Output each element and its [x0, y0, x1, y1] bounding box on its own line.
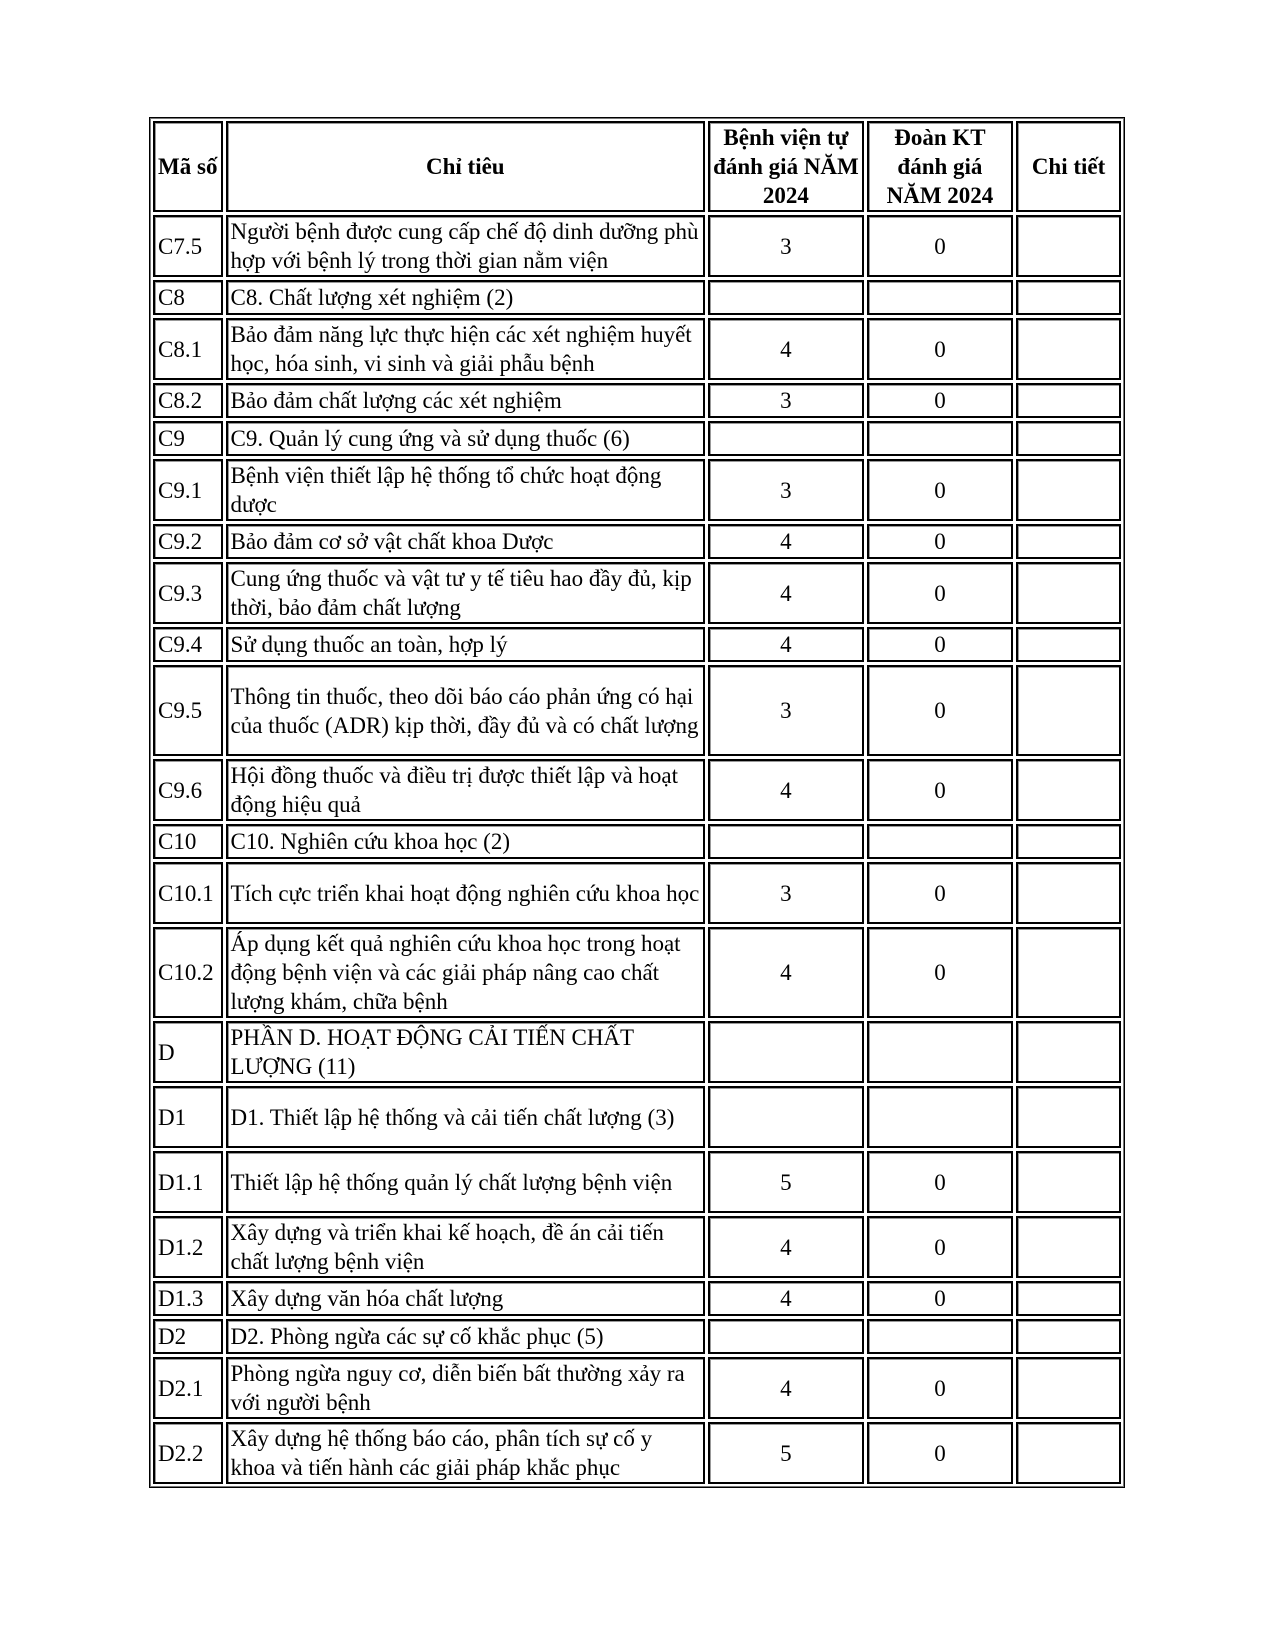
row-inspection-score: [867, 1021, 1013, 1083]
row-criteria: D1. Thiết lập hệ thống và cải tiến chất lượng (3): [226, 1086, 706, 1148]
row-inspection-score: 0: [867, 1216, 1013, 1278]
row-code: C9.2: [153, 524, 223, 559]
row-detail: [1016, 1216, 1121, 1278]
row-hospital-score: 3: [708, 665, 864, 756]
table-row: [153, 1151, 1121, 1213]
evaluation-table: [149, 117, 1125, 1488]
table-row: [153, 318, 1121, 380]
row-inspection-score: 0: [867, 627, 1013, 662]
row-criteria: C9. Quản lý cung ứng và sử dụng thuốc (6): [226, 421, 706, 456]
table-row: [153, 280, 1121, 315]
row-criteria: Xây dựng hệ thống báo cáo, phân tích sự cố y khoa và tiến hành các giải pháp khắc phục: [226, 1422, 706, 1484]
header-inspection-score: Đoàn KT đánh giá NĂM 2024: [867, 121, 1013, 212]
row-hospital-score: [708, 421, 864, 456]
row-inspection-score: 0: [867, 1357, 1013, 1419]
row-detail: [1016, 459, 1121, 521]
row-hospital-score: 5: [708, 1422, 864, 1484]
row-detail: [1016, 215, 1121, 277]
row-detail: [1016, 280, 1121, 315]
row-detail: [1016, 1021, 1121, 1083]
row-detail: [1016, 665, 1121, 756]
header-detail: Chi tiết: [1016, 121, 1121, 212]
row-hospital-score: [708, 824, 864, 859]
table-row: [153, 1021, 1121, 1083]
row-inspection-score: 0: [867, 383, 1013, 418]
row-inspection-score: 0: [867, 759, 1013, 821]
row-code: C9.4: [153, 627, 223, 662]
row-inspection-score: 0: [867, 1151, 1013, 1213]
row-code: D: [153, 1021, 223, 1083]
table-row: [153, 562, 1121, 624]
row-hospital-score: [708, 1086, 864, 1148]
header-criteria: Chỉ tiêu: [226, 121, 706, 212]
row-hospital-score: 4: [708, 562, 864, 624]
row-detail: [1016, 1319, 1121, 1354]
row-code: C9.1: [153, 459, 223, 521]
row-inspection-score: [867, 824, 1013, 859]
header-hospital-score: Bệnh viện tự đánh giá NĂM 2024: [708, 121, 864, 212]
table-row: [153, 1357, 1121, 1419]
row-code: D2.2: [153, 1422, 223, 1484]
table-row: [153, 215, 1121, 277]
row-detail: [1016, 862, 1121, 924]
table-row: [153, 1281, 1121, 1316]
row-detail: [1016, 524, 1121, 559]
row-hospital-score: 4: [708, 927, 864, 1018]
row-criteria: Áp dụng kết quả nghiên cứu khoa học trong hoạt động bệnh viện và các giải pháp nâng cao chất lượng khám, chữa bệnh: [226, 927, 706, 1018]
row-criteria: PHẦN D. HOẠT ĐỘNG CẢI TIẾN CHẤT LƯỢNG (11): [226, 1021, 706, 1083]
row-hospital-score: [708, 1319, 864, 1354]
row-criteria: Tích cực triển khai hoạt động nghiên cứu khoa học: [226, 862, 706, 924]
row-hospital-score: 4: [708, 524, 864, 559]
row-inspection-score: 0: [867, 1281, 1013, 1316]
row-detail: [1016, 759, 1121, 821]
table-row: [153, 927, 1121, 1018]
row-inspection-score: 0: [867, 459, 1013, 521]
row-inspection-score: 0: [867, 524, 1013, 559]
table-row: [153, 1216, 1121, 1278]
row-detail: [1016, 1151, 1121, 1213]
row-criteria: Phòng ngừa nguy cơ, diễn biến bất thường xảy ra với người bệnh: [226, 1357, 706, 1419]
row-detail: [1016, 421, 1121, 456]
row-detail: [1016, 1086, 1121, 1148]
row-hospital-score: 4: [708, 759, 864, 821]
row-hospital-score: 4: [708, 627, 864, 662]
row-code: D2.1: [153, 1357, 223, 1419]
row-hospital-score: 4: [708, 318, 864, 380]
row-code: D2: [153, 1319, 223, 1354]
row-inspection-score: 0: [867, 318, 1013, 380]
table-row: [153, 524, 1121, 559]
row-criteria: Người bệnh được cung cấp chế độ dinh dưỡng phù hợp với bệnh lý trong thời gian nằm viện: [226, 215, 706, 277]
row-code: C9.6: [153, 759, 223, 821]
row-code: C8.2: [153, 383, 223, 418]
row-criteria: Bệnh viện thiết lập hệ thống tổ chức hoạt động dược: [226, 459, 706, 521]
table-row: [153, 383, 1121, 418]
row-detail: [1016, 1357, 1121, 1419]
table-row: [153, 1086, 1121, 1148]
header-row: [153, 121, 1121, 212]
row-criteria: Hội đồng thuốc và điều trị được thiết lập và hoạt động hiệu quả: [226, 759, 706, 821]
row-inspection-score: 0: [867, 1422, 1013, 1484]
row-code: C9: [153, 421, 223, 456]
row-detail: [1016, 1422, 1121, 1484]
row-code: D1: [153, 1086, 223, 1148]
row-inspection-score: 0: [867, 562, 1013, 624]
row-criteria: Bảo đảm chất lượng các xét nghiệm: [226, 383, 706, 418]
row-inspection-score: [867, 280, 1013, 315]
row-criteria: Cung ứng thuốc và vật tư y tế tiêu hao đầy đủ, kịp thời, bảo đảm chất lượng: [226, 562, 706, 624]
row-hospital-score: 3: [708, 862, 864, 924]
row-hospital-score: 4: [708, 1281, 864, 1316]
table-row: [153, 665, 1121, 756]
row-inspection-score: [867, 1086, 1013, 1148]
row-code: C10.1: [153, 862, 223, 924]
table-row: [153, 862, 1121, 924]
row-criteria: Bảo đảm cơ sở vật chất khoa Dược: [226, 524, 706, 559]
row-hospital-score: 4: [708, 1216, 864, 1278]
row-detail: [1016, 1281, 1121, 1316]
row-criteria: Thiết lập hệ thống quản lý chất lượng bệnh viện: [226, 1151, 706, 1213]
row-detail: [1016, 318, 1121, 380]
row-criteria: C10. Nghiên cứu khoa học (2): [226, 824, 706, 859]
row-detail: [1016, 562, 1121, 624]
row-hospital-score: 3: [708, 383, 864, 418]
row-hospital-score: 5: [708, 1151, 864, 1213]
row-detail: [1016, 627, 1121, 662]
table-row: [153, 759, 1121, 821]
row-inspection-score: 0: [867, 215, 1013, 277]
row-code: C7.5: [153, 215, 223, 277]
row-hospital-score: 3: [708, 215, 864, 277]
row-criteria: Bảo đảm năng lực thực hiện các xét nghiệm huyết học, hóa sinh, vi sinh và giải phẫu bệnh: [226, 318, 706, 380]
row-hospital-score: 4: [708, 1357, 864, 1419]
row-code: C9.5: [153, 665, 223, 756]
row-criteria: Thông tin thuốc, theo dõi báo cáo phản ứng có hại của thuốc (ADR) kịp thời, đầy đủ và có chất lượng: [226, 665, 706, 756]
evaluation-sheet: [149, 117, 1125, 1488]
table-row: [153, 627, 1121, 662]
row-detail: [1016, 824, 1121, 859]
header-code: Mã số: [153, 121, 223, 212]
row-inspection-score: 0: [867, 862, 1013, 924]
row-hospital-score: [708, 1021, 864, 1083]
row-code: D1.1: [153, 1151, 223, 1213]
row-hospital-score: 3: [708, 459, 864, 521]
row-code: D1.2: [153, 1216, 223, 1278]
row-inspection-score: [867, 1319, 1013, 1354]
row-code: C8.1: [153, 318, 223, 380]
table-row: [153, 1319, 1121, 1354]
row-detail: [1016, 927, 1121, 1018]
row-criteria: Xây dựng văn hóa chất lượng: [226, 1281, 706, 1316]
row-criteria: C8. Chất lượng xét nghiệm (2): [226, 280, 706, 315]
row-code: C8: [153, 280, 223, 315]
row-code: C9.3: [153, 562, 223, 624]
table-row: [153, 459, 1121, 521]
row-code: D1.3: [153, 1281, 223, 1316]
row-inspection-score: 0: [867, 665, 1013, 756]
row-code: C10.2: [153, 927, 223, 1018]
row-criteria: Xây dựng và triển khai kế hoạch, đề án cải tiến chất lượng bệnh viện: [226, 1216, 706, 1278]
table-row: [153, 421, 1121, 456]
row-hospital-score: [708, 280, 864, 315]
row-criteria: Sử dụng thuốc an toàn, hợp lý: [226, 627, 706, 662]
row-criteria: D2. Phòng ngừa các sự cố khắc phục (5): [226, 1319, 706, 1354]
row-inspection-score: 0: [867, 927, 1013, 1018]
row-code: C10: [153, 824, 223, 859]
row-inspection-score: [867, 421, 1013, 456]
row-detail: [1016, 383, 1121, 418]
table-row: [153, 824, 1121, 859]
table-row: [153, 1422, 1121, 1484]
